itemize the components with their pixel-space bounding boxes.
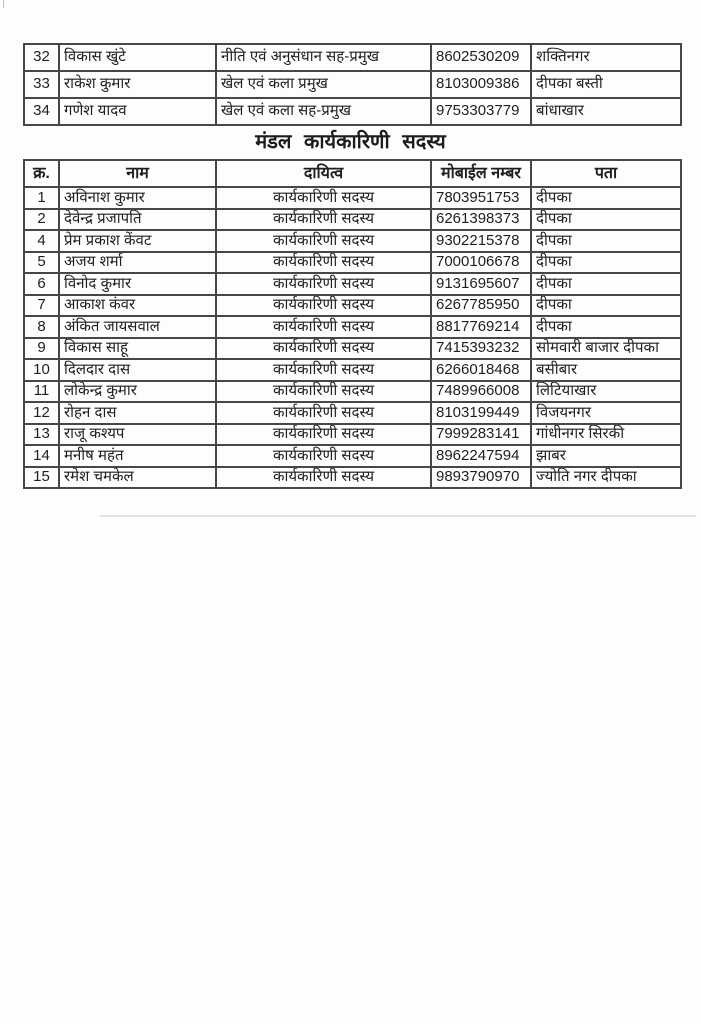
executive-members-table (23, 159, 682, 489)
cell-mobile: 7415393232 (431, 338, 531, 360)
table-row (24, 252, 681, 274)
cell-role: कार्यकारिणी सदस्य (216, 230, 431, 252)
office-bearers-table (23, 43, 682, 126)
members-header-row (24, 160, 681, 187)
cell-serial: 32 (24, 44, 59, 71)
cell-role: कार्यकारिणी सदस्य (216, 338, 431, 360)
cell-address: दीपका (531, 252, 681, 274)
cell-address: झाबर (531, 445, 681, 467)
cell-role: कार्यकारिणी सदस्य (216, 273, 431, 295)
cell-mobile: 7803951753 (431, 187, 531, 209)
cell-role: खेल एवं कला सह-प्रमुख (216, 98, 431, 125)
cell-address: दीपका (531, 187, 681, 209)
cell-serial: 1 (24, 187, 59, 209)
cell-mobile: 7999283141 (431, 424, 531, 446)
cell-address: दीपका (531, 273, 681, 295)
table-row (24, 209, 681, 231)
cell-address: शक्तिनगर (531, 44, 681, 71)
scan-edge-artifact (3, 0, 4, 8)
table-row (24, 316, 681, 338)
cell-name: रमेश चमकेल (59, 467, 216, 489)
cell-mobile: 8817769214 (431, 316, 531, 338)
cell-address: बसीबार (531, 359, 681, 381)
cell-address: दीपका (531, 316, 681, 338)
cell-name: अजय शर्मा (59, 252, 216, 274)
cell-address: दीपका (531, 295, 681, 317)
cell-address: ज्योति नगर दीपका (531, 467, 681, 489)
cell-mobile: 8602530209 (431, 44, 531, 71)
cell-role: कार्यकारिणी सदस्य (216, 359, 431, 381)
table-row (24, 230, 681, 252)
cell-name: राकेश कुमार (59, 71, 216, 98)
cell-role: कार्यकारिणी सदस्य (216, 381, 431, 403)
members-rows (24, 187, 681, 488)
office-bearers-rows (24, 44, 681, 125)
cell-mobile: 9302215378 (431, 230, 531, 252)
cell-serial: 13 (24, 424, 59, 446)
cell-role: कार्यकारिणी सदस्य (216, 316, 431, 338)
cell-serial: 15 (24, 467, 59, 489)
cell-address: दीपका बस्ती (531, 71, 681, 98)
cell-name: लोकेन्द्र कुमार (59, 381, 216, 403)
table-row (24, 71, 681, 98)
cell-serial: 6 (24, 273, 59, 295)
table-row (24, 295, 681, 317)
cell-mobile: 8103199449 (431, 402, 531, 424)
cell-address: बांधाखार (531, 98, 681, 125)
cell-name: दिलदार दास (59, 359, 216, 381)
cell-name: अंकित जायसवाल (59, 316, 216, 338)
cell-role: कार्यकारिणी सदस्य (216, 295, 431, 317)
table-row (24, 467, 681, 489)
table-row (24, 98, 681, 125)
scan-shadow-line (100, 515, 696, 517)
cell-role: कार्यकारिणी सदस्य (216, 467, 431, 489)
table-row (24, 445, 681, 467)
table-row (24, 273, 681, 295)
cell-mobile: 6267785950 (431, 295, 531, 317)
cell-name: मनीष महंत (59, 445, 216, 467)
cell-name: विकास खुंटे (59, 44, 216, 71)
cell-name: प्रेम प्रकाश केंवट (59, 230, 216, 252)
cell-address: सोमवारी बाजार दीपका (531, 338, 681, 360)
cell-name: विकास साहू (59, 338, 216, 360)
cell-role: कार्यकारिणी सदस्य (216, 252, 431, 274)
header-mobile: मोबाईल नम्बर (431, 160, 531, 187)
cell-mobile: 6261398373 (431, 209, 531, 231)
cell-address: दीपका (531, 209, 681, 231)
cell-serial: 11 (24, 381, 59, 403)
cell-role: खेल एवं कला प्रमुख (216, 71, 431, 98)
cell-name: आकाश कंवर (59, 295, 216, 317)
table-row (24, 338, 681, 360)
cell-name: राजू कश्यप (59, 424, 216, 446)
cell-address: गांधीनगर सिरकी (531, 424, 681, 446)
cell-mobile: 8103009386 (431, 71, 531, 98)
cell-mobile: 9753303779 (431, 98, 531, 125)
header-name: नाम (59, 160, 216, 187)
cell-serial: 4 (24, 230, 59, 252)
cell-mobile: 7489966008 (431, 381, 531, 403)
cell-serial: 14 (24, 445, 59, 467)
section-title: मंडल कार्यकारिणी सदस्य (255, 131, 446, 153)
cell-name: विनोद कुमार (59, 273, 216, 295)
cell-role: नीति एवं अनुसंधान सह-प्रमुख (216, 44, 431, 71)
cell-serial: 10 (24, 359, 59, 381)
cell-role: कार्यकारिणी सदस्य (216, 424, 431, 446)
header-address: पता (531, 160, 681, 187)
cell-serial: 8 (24, 316, 59, 338)
header-serial: क्र. (24, 160, 59, 187)
header-role: दायित्व (216, 160, 431, 187)
cell-serial: 5 (24, 252, 59, 274)
table-row (24, 187, 681, 209)
cell-address: दीपका (531, 230, 681, 252)
cell-serial: 33 (24, 71, 59, 98)
cell-serial: 2 (24, 209, 59, 231)
cell-role: कार्यकारिणी सदस्य (216, 187, 431, 209)
cell-address: लिटियाखार (531, 381, 681, 403)
cell-mobile: 7000106678 (431, 252, 531, 274)
cell-name: देवेन्द्र प्रजापति (59, 209, 216, 231)
cell-name: रोहन दास (59, 402, 216, 424)
cell-mobile: 9893790970 (431, 467, 531, 489)
table-row (24, 381, 681, 403)
cell-mobile: 9131695607 (431, 273, 531, 295)
cell-mobile: 6266018468 (431, 359, 531, 381)
cell-serial: 12 (24, 402, 59, 424)
cell-role: कार्यकारिणी सदस्य (216, 445, 431, 467)
cell-role: कार्यकारिणी सदस्य (216, 402, 431, 424)
cell-role: कार्यकारिणी सदस्य (216, 209, 431, 231)
table-row (24, 402, 681, 424)
cell-name: गणेश यादव (59, 98, 216, 125)
table-row (24, 424, 681, 446)
cell-serial: 9 (24, 338, 59, 360)
table-row (24, 359, 681, 381)
cell-name: अविनाश कुमार (59, 187, 216, 209)
cell-mobile: 8962247594 (431, 445, 531, 467)
cell-address: विजयनगर (531, 402, 681, 424)
cell-serial: 7 (24, 295, 59, 317)
table-row (24, 44, 681, 71)
cell-serial: 34 (24, 98, 59, 125)
